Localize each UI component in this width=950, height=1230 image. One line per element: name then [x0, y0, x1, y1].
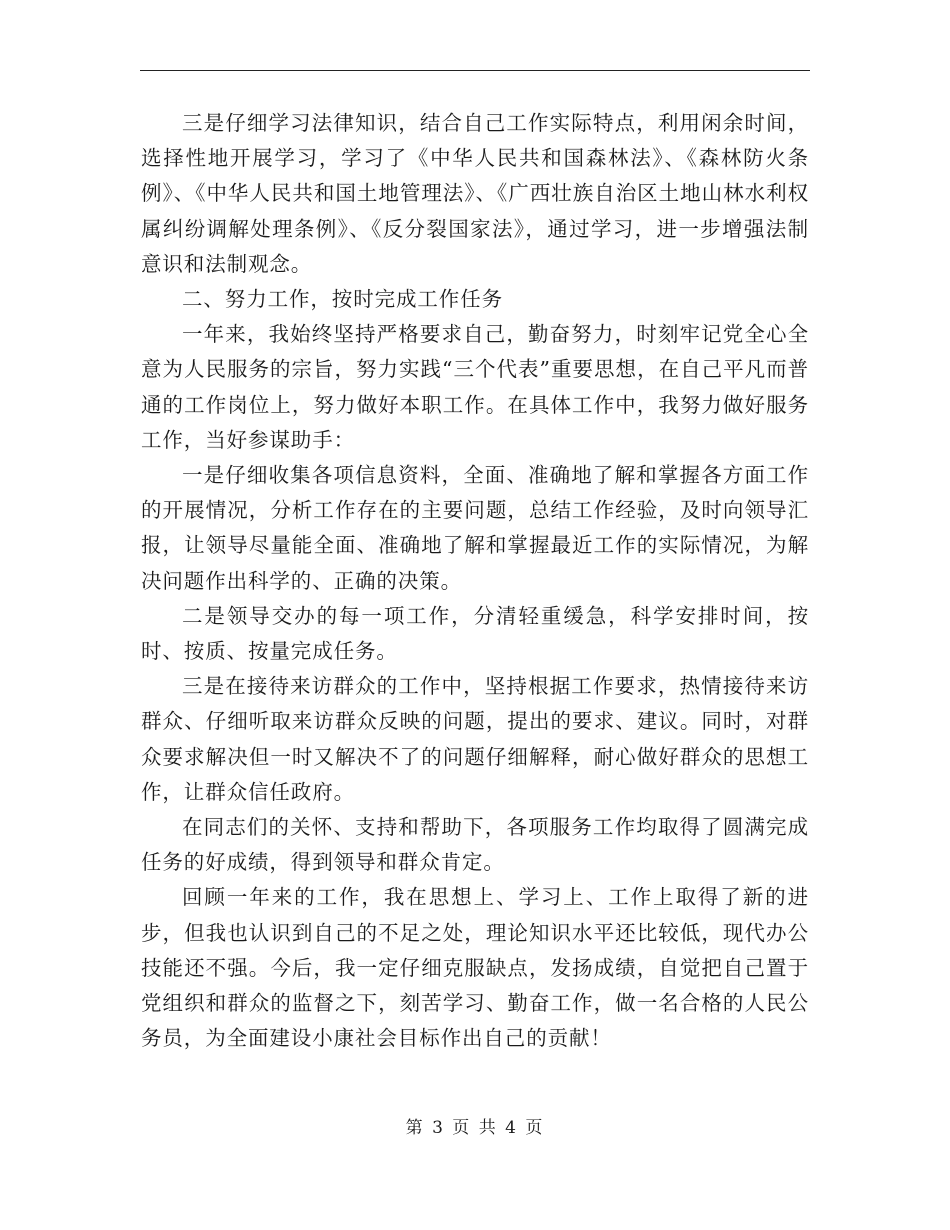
paragraph-achievements: 在同志们的关怀、支持和帮助下，各项服务工作均取得了圆满完成任务的好成绩，得到领导和群众肯定。: [141, 815, 809, 875]
paragraph-year-summary: 一年来，我始终坚持严格要求自己，勤奋努力，时刻牢记党全心全意为人民服务的宗旨，努力实践“三个代表”重要思想，在自己平凡而普通的工作岗位上，努力做好本职工作。在具体工作中，我努力做好服务工作，当好参谋助手：: [141, 322, 809, 452]
section-heading-work: 二、努力工作，按时完成工作任务: [182, 287, 503, 312]
paragraph-visitor-reception: 三是在接待来访群众的工作中，坚持根据工作要求，热情接待来访群众、仔细听取来访群众反映的问题，提出的要求、建议。同时，对群众要求解决但一时又解决不了的问题仔细解释，耐心做好群众的思想工作，让群众信任政府。: [141, 674, 809, 804]
paragraph-assigned-tasks: 二是领导交办的每一项工作，分清轻重缓急，科学安排时间，按时、按质、按量完成任务。: [141, 603, 809, 664]
page-number-footer: 第 3 页 共 4 页: [405, 1118, 545, 1138]
paragraph-law-study: 三是仔细学习法律知识，结合自己工作实际特点，利用闲余时间，选择性地开展学习，学习了《中华人民共和国森林法》、《森林防火条例》、《中华人民共和国土地管理法》、《广西壮族自治区土地山林水利权属纠纷调解处理条例》、《反分裂国家法》，通过学习，进一步增强法制意识和法制观念。: [141, 111, 809, 276]
paragraph-review: 回顾一年来的工作，我在思想上、学习上、工作上取得了新的进步，但我也认识到自己的不足之处，理论知识水平还比较低，现代办公技能还不强。今后，我一定仔细克服缺点，发扬成绩，自觉把自己置于党组织和群众的监督之下，刻苦学习、勤奋工作，做一名合格的人民公务员，为全面建设小康社会目标作出自己的贡献！: [141, 885, 809, 1051]
document-body: [141, 106, 809, 1056]
header-rule: [140, 70, 810, 71]
paragraph-info-collection: 一是仔细收集各项信息资料，全面、准确地了解和掌握各方面工作的开展情况，分析工作存在的主要问题，总结工作经验，及时向领导汇报，让领导尽量能全面、准确地了解和掌握最近工作的实际情况，为解决问题作出科学的、正确的决策。: [141, 463, 809, 593]
